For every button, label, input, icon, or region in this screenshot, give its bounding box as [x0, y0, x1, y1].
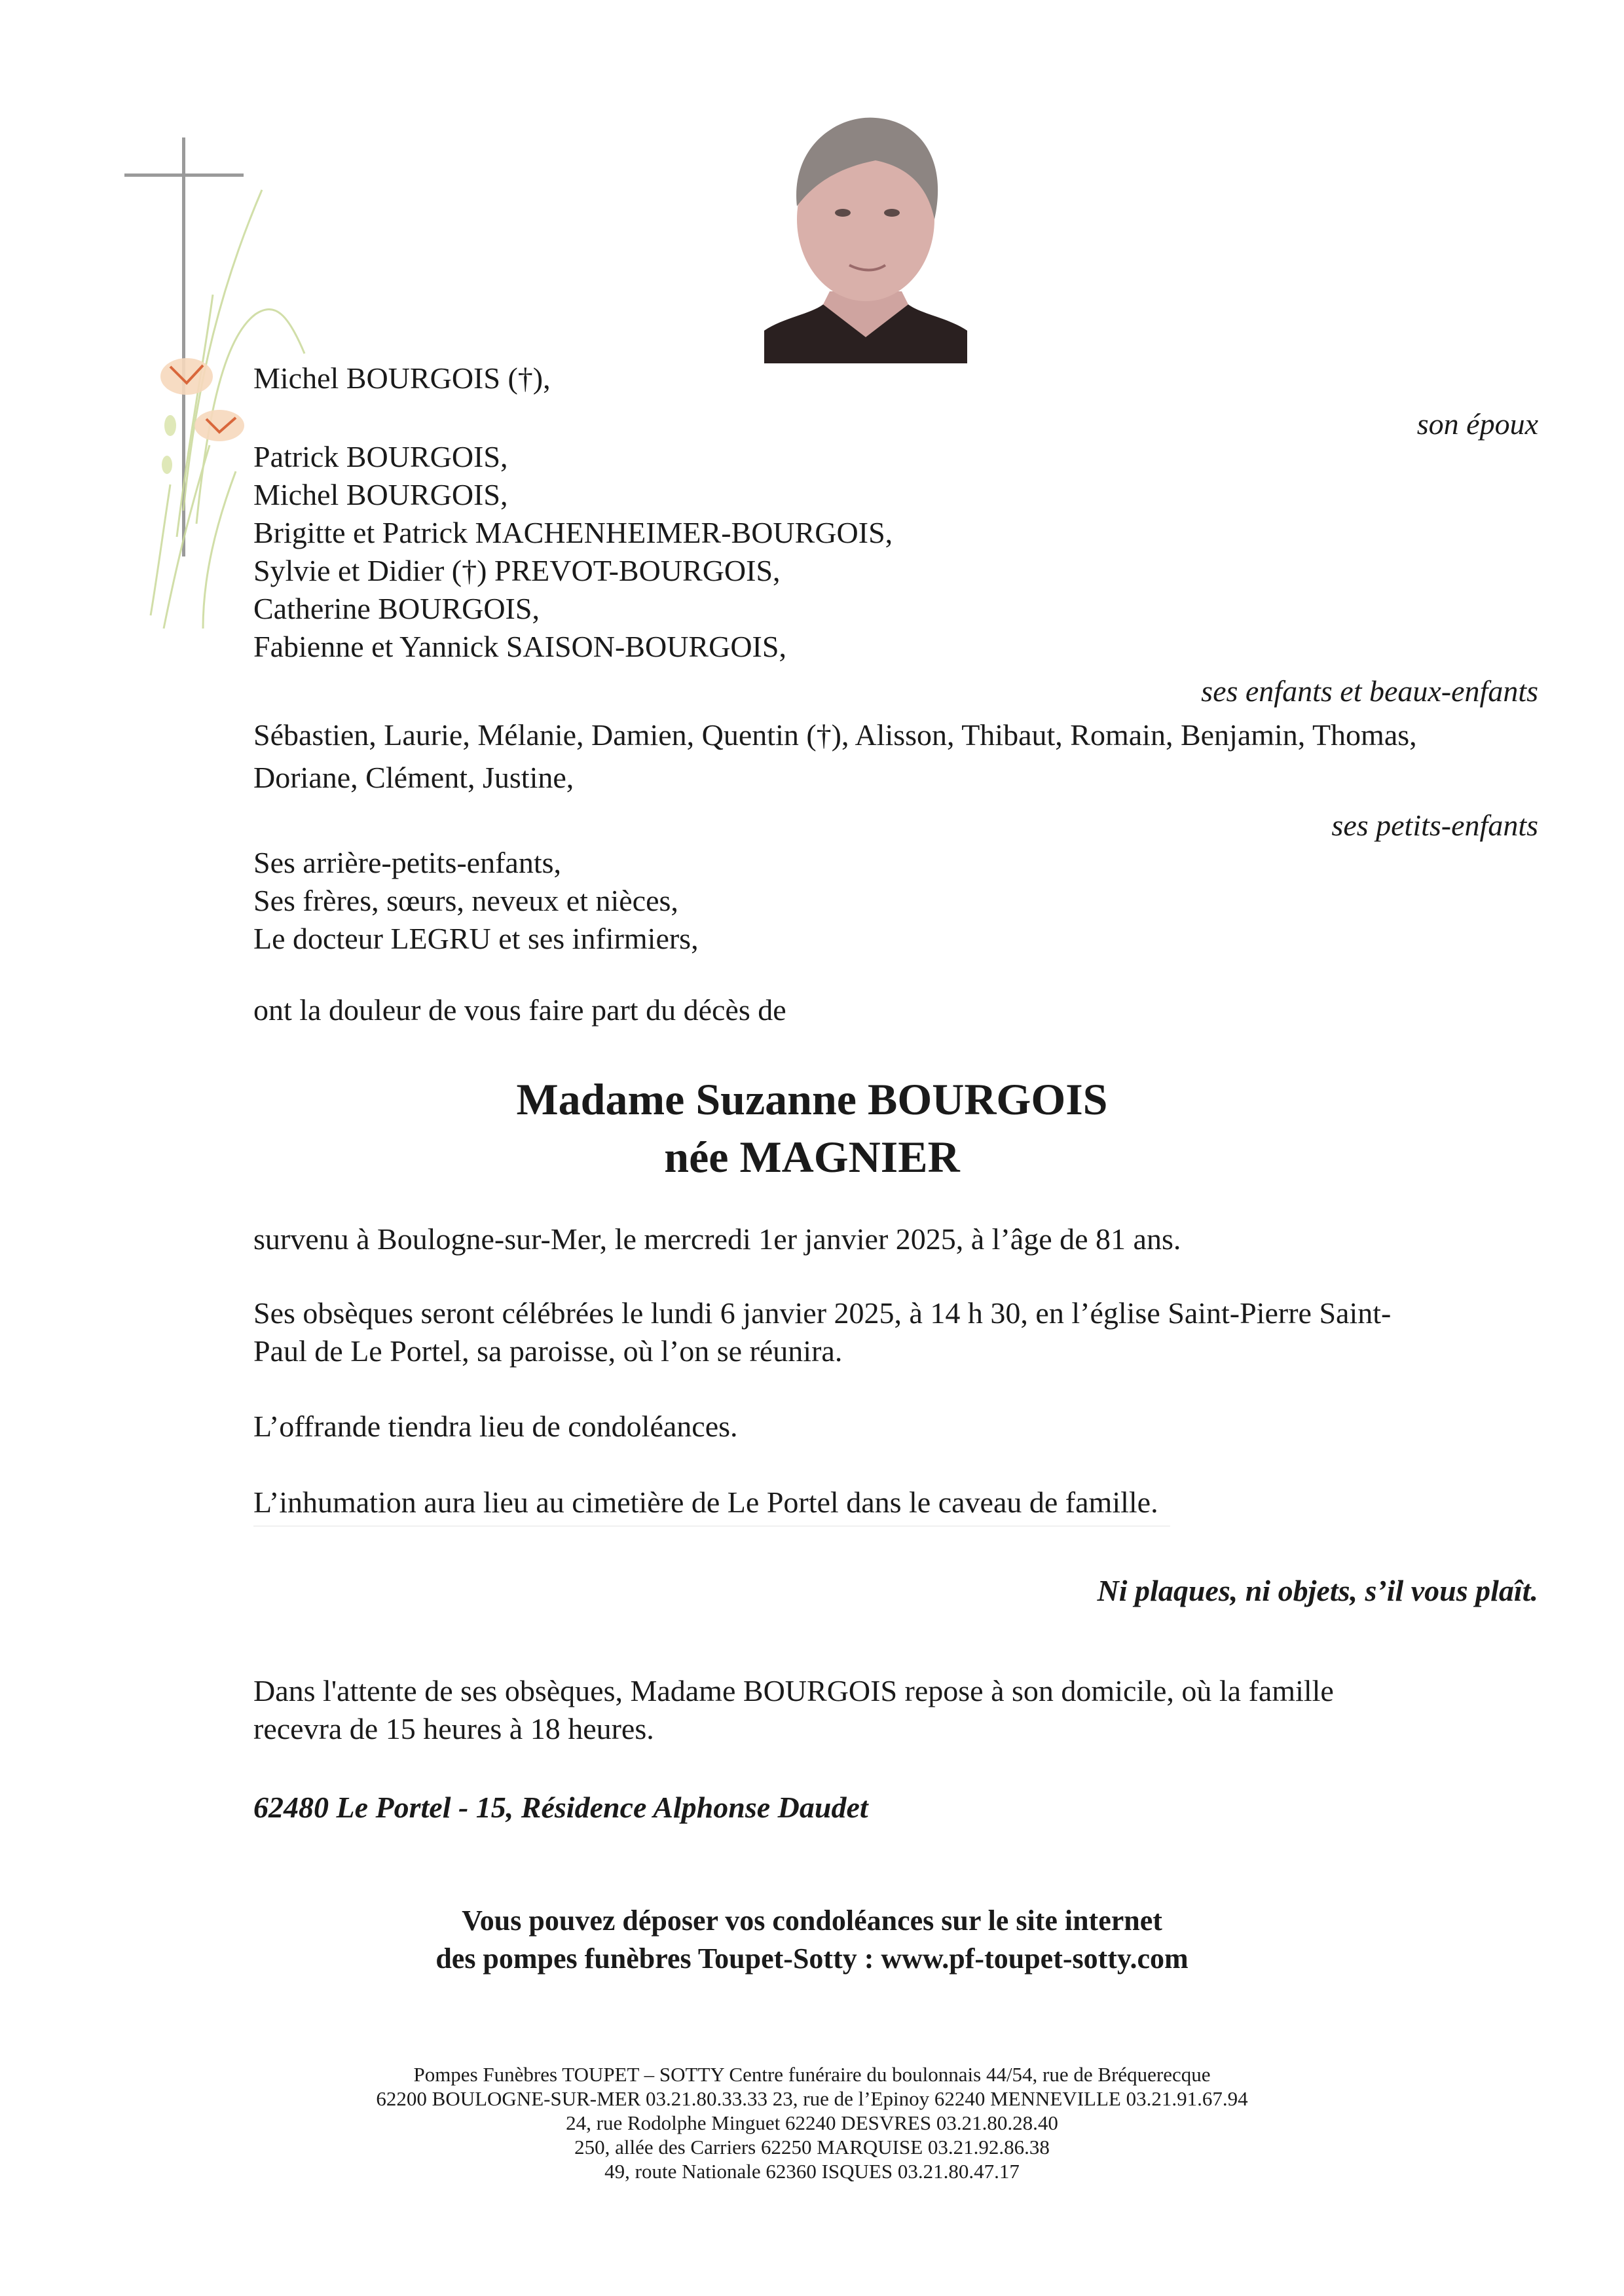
other-relatives: Le docteur LEGRU et ses infirmiers,: [253, 922, 699, 955]
divider: [253, 1525, 1170, 1527]
announcement-text: ont la douleur de vous faire part du décès de: [253, 993, 786, 1027]
spouse-name: Michel BOURGOIS (†),: [253, 361, 551, 395]
child-name: Patrick BOURGOIS,: [253, 440, 508, 473]
portrait-placeholder-icon: [745, 108, 987, 363]
home-address: 62480 Le Portel - 15, Résidence Alphonse Daudet: [253, 1791, 868, 1824]
child-name: Fabienne et Yannick SAISON-BOURGOIS,: [253, 630, 786, 663]
footer-line: Pompes Funèbres TOUPET – SOTTY Centre funéraire du boulonnais 44/54, rue de Bréquerecque: [413, 2063, 1211, 2086]
footer-line: 62200 BOULOGNE-SUR-MER 03.21.80.33.33 23, rue de l’Epinoy 62240 MENNEVILLE 03.21.91.67.94: [376, 2087, 1248, 2110]
burial-info: L’inhumation aura lieu au cimetière de Le Portel dans le caveau de famille.: [253, 1485, 1158, 1519]
grandchildren-names: Sébastien, Laurie, Mélanie, Damien, Quentin (†), Alisson, Thibaut, Romain, Benjamin, Thomas,: [253, 718, 1417, 752]
rest-info: recevra de 15 heures à 18 heures.: [253, 1712, 654, 1745]
footer-line: 49, route Nationale 62360 ISQUES 03.21.80.47.17: [604, 2160, 1020, 2183]
portrait-photo: [745, 108, 987, 363]
child-name: Michel BOURGOIS,: [253, 478, 508, 511]
funeral-info: Ses obsèques seront célébrées le lundi 6 janvier 2025, à 14 h 30, en l’église Saint-Pierre Saint-: [253, 1296, 1392, 1330]
offering-info: L’offrande tiendra lieu de condoléances.: [253, 1410, 738, 1443]
child-name: Catherine BOURGOIS,: [253, 592, 540, 625]
child-name: Sylvie et Didier (†) PREVOT-BOURGOIS,: [253, 554, 781, 587]
condolences-line-2-prefix: des pompes funèbres Toupet-Sotty :: [435, 1942, 881, 1975]
children-role: ses enfants et beaux-enfants: [1201, 674, 1538, 708]
rest-info: Dans l'attente de ses obsèques, Madame BOURGOIS repose à son domicile, où la famille: [253, 1674, 1334, 1707]
website-link[interactable]: www.pf-toupet-sotty.com: [881, 1942, 1189, 1975]
other-relatives: Ses frères, sœurs, neveux et nièces,: [253, 884, 678, 917]
cross-icon: [124, 137, 244, 556]
footer-line: 250, allée des Carriers 62250 MARQUISE 03.21.92.86.38: [574, 2136, 1050, 2159]
death-info: survenu à Boulogne-sur-Mer, le mercredi 1er janvier 2025, à l’âge de 81 ans.: [253, 1222, 1181, 1256]
no-flowers-request: Ni plaques, ni objets, s’il vous plaît.: [1097, 1574, 1538, 1607]
other-relatives: Ses arrière-petits-enfants,: [253, 846, 562, 879]
deceased-maiden-name: née MAGNIER: [664, 1132, 960, 1182]
poppy-flower-icon: [160, 358, 244, 474]
condolences-line-1: Vous pouvez déposer vos condoléances sur le site internet: [462, 1904, 1162, 1937]
spouse-role: son époux: [1416, 407, 1538, 441]
footer-line: 24, rue Rodolphe Minguet 62240 DESVRES 03.21.80.28.40: [566, 2111, 1058, 2134]
grandchildren-names: Doriane, Clément, Justine,: [253, 761, 574, 794]
condolences-line-2: [0, 1940, 1624, 1978]
grandchildren-role: ses petits-enfants: [1331, 809, 1538, 842]
child-name: Brigitte et Patrick MACHENHEIMER-BOURGOIS,: [253, 516, 893, 549]
deceased-name: Madame Suzanne BOURGOIS: [516, 1074, 1108, 1124]
funeral-info: Paul de Le Portel, sa paroisse, où l’on se réunira.: [253, 1334, 843, 1368]
